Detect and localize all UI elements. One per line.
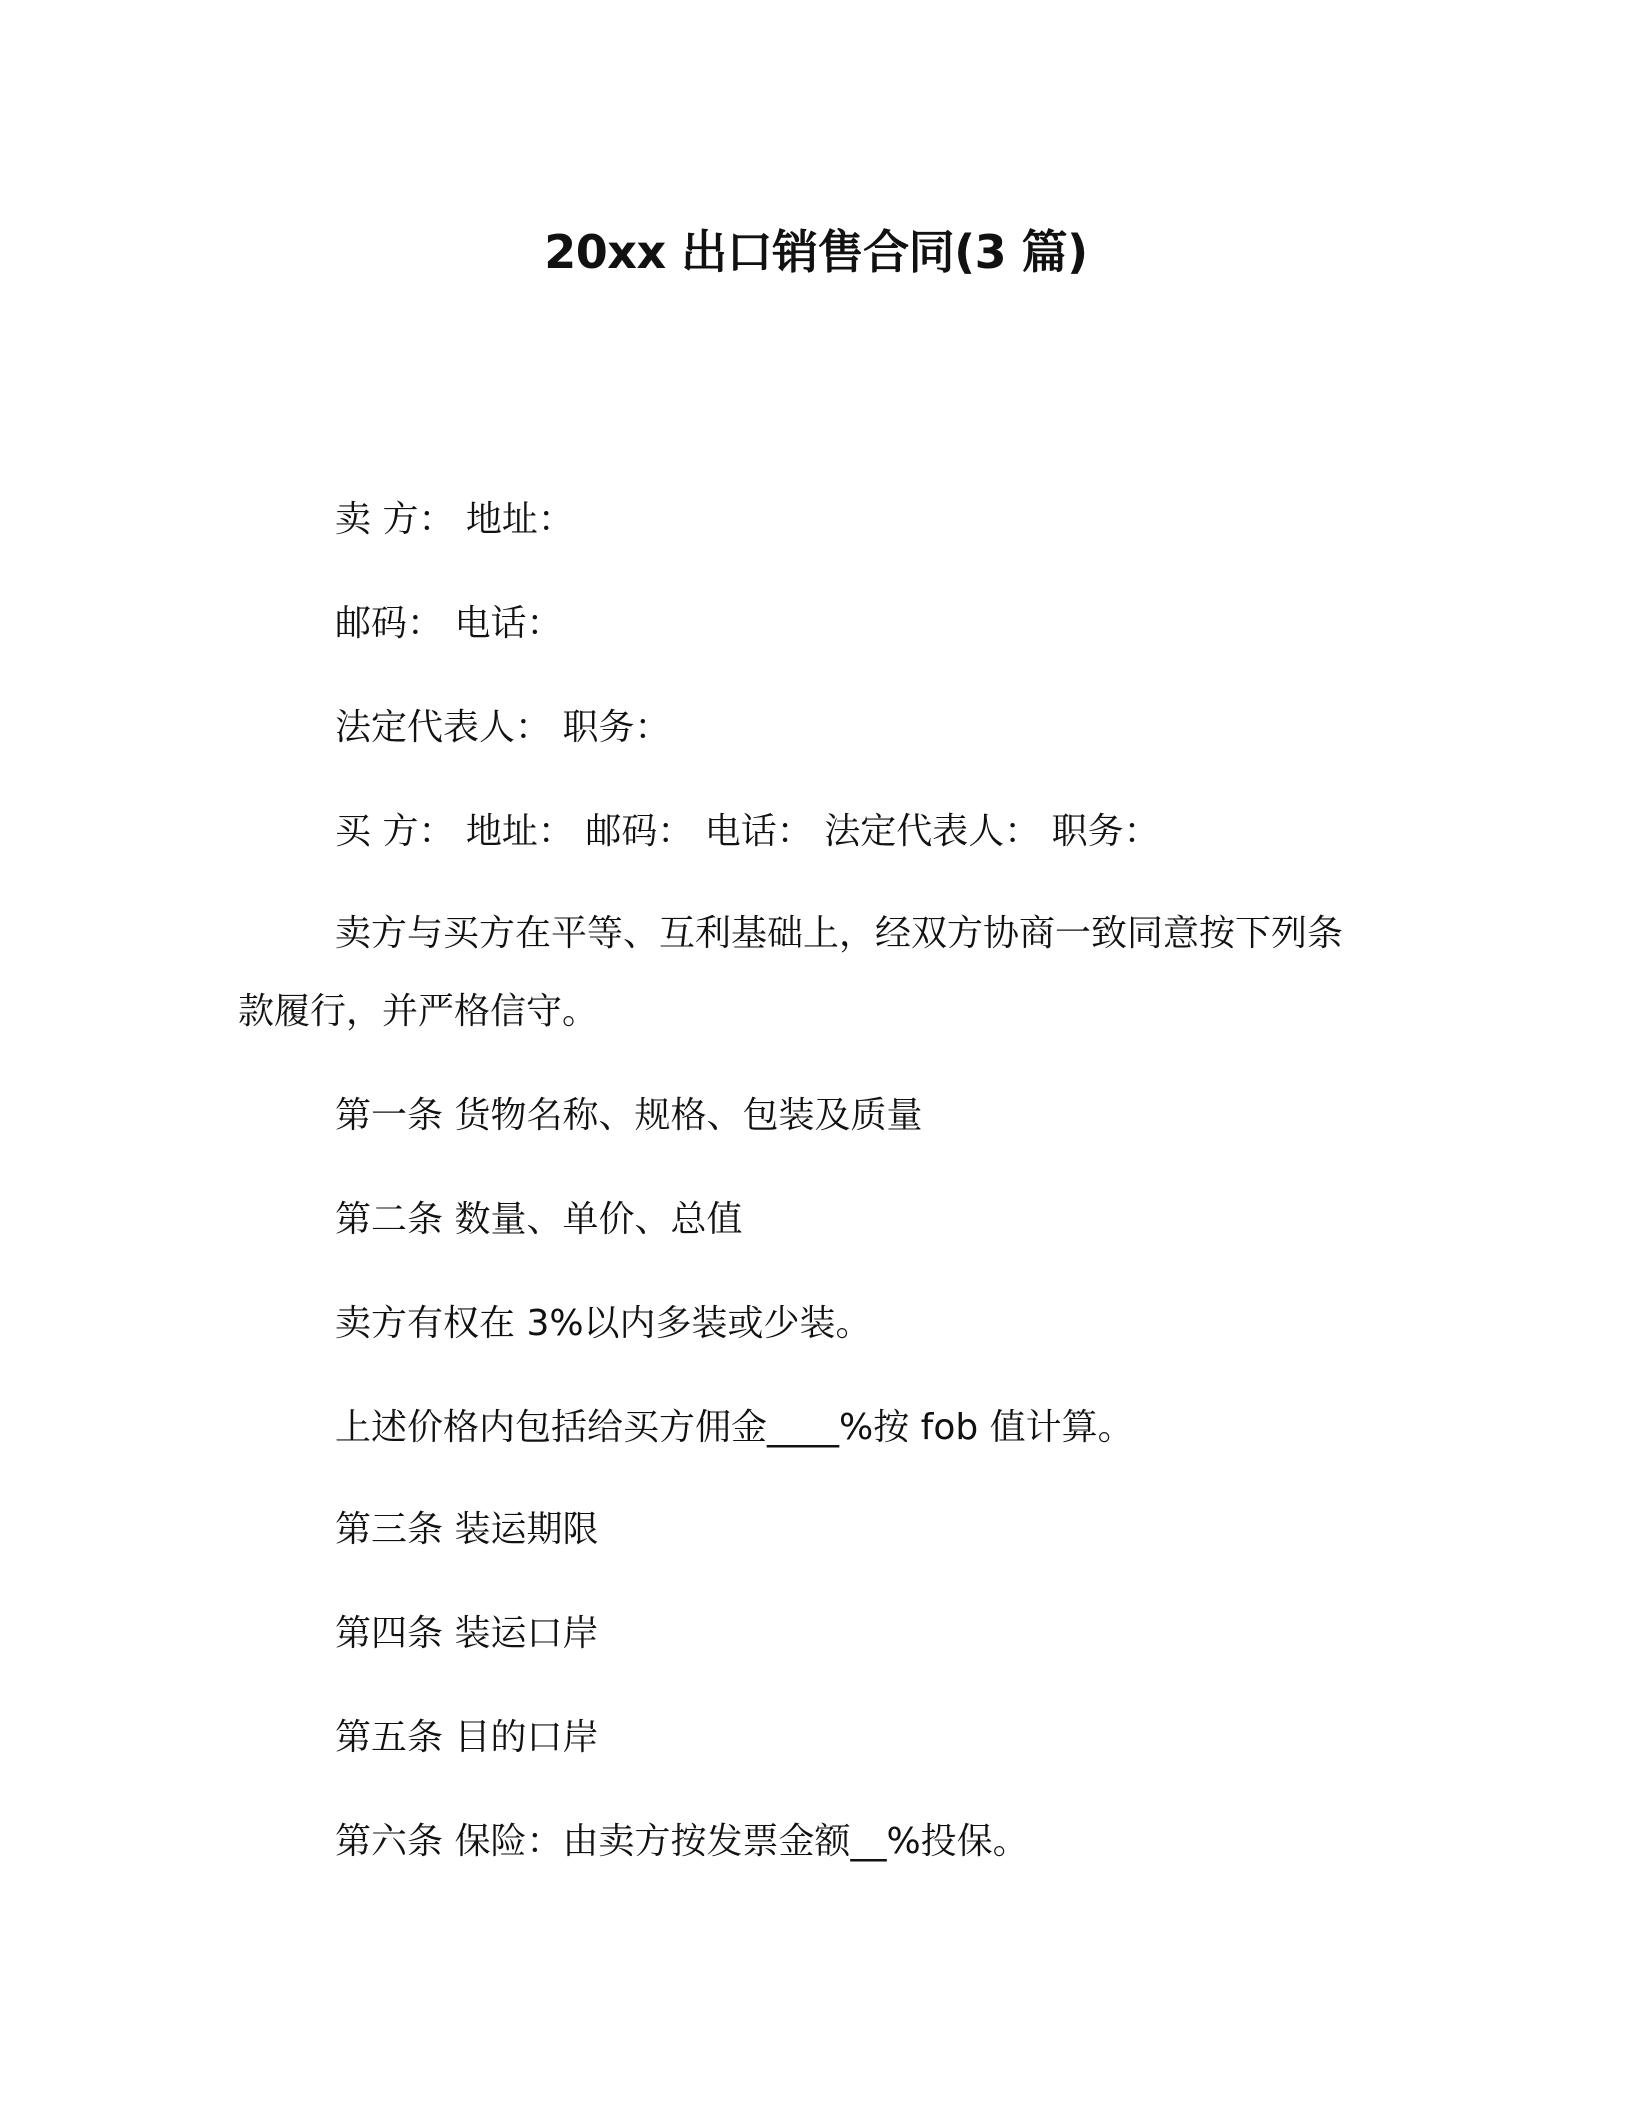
buyer-info-line: 买 方： 地址： 邮码： 电话： 法定代表人： 职务： [335,811,1160,852]
clause-4-heading: 第四条 装运口岸 [335,1613,599,1654]
agreement-paragraph: 卖方与买方在平等、互利基础上，经双方协商一致同意按下列条 [335,913,1344,954]
quantity-tolerance-line: 卖方有权在 3%以内多装或少装。 [335,1303,872,1344]
agreement-paragraph-continued: 款履行，并严格信守。 [238,991,599,1032]
clause-5-heading: 第五条 目的口岸 [335,1717,599,1758]
seller-contact-line: 邮码： 电话： [335,603,563,644]
commission-line: 上述价格内包括给买方佣金____%按 fob 值计算。 [335,1407,1134,1448]
seller-representative-line: 法定代表人： 职务： [335,707,671,748]
clause-6-heading: 第六条 保险：由卖方按发票金额__%投保。 [335,1821,1029,1862]
document-title: 20xx 出口销售合同(3 篇) [544,225,1088,279]
seller-info-line: 卖 方： 地址： [335,499,574,540]
clause-1-heading: 第一条 货物名称、规格、包装及质量 [335,1095,923,1136]
clause-3-heading: 第三条 装运期限 [335,1509,599,1550]
clause-2-heading: 第二条 数量、单价、总值 [335,1199,743,1240]
